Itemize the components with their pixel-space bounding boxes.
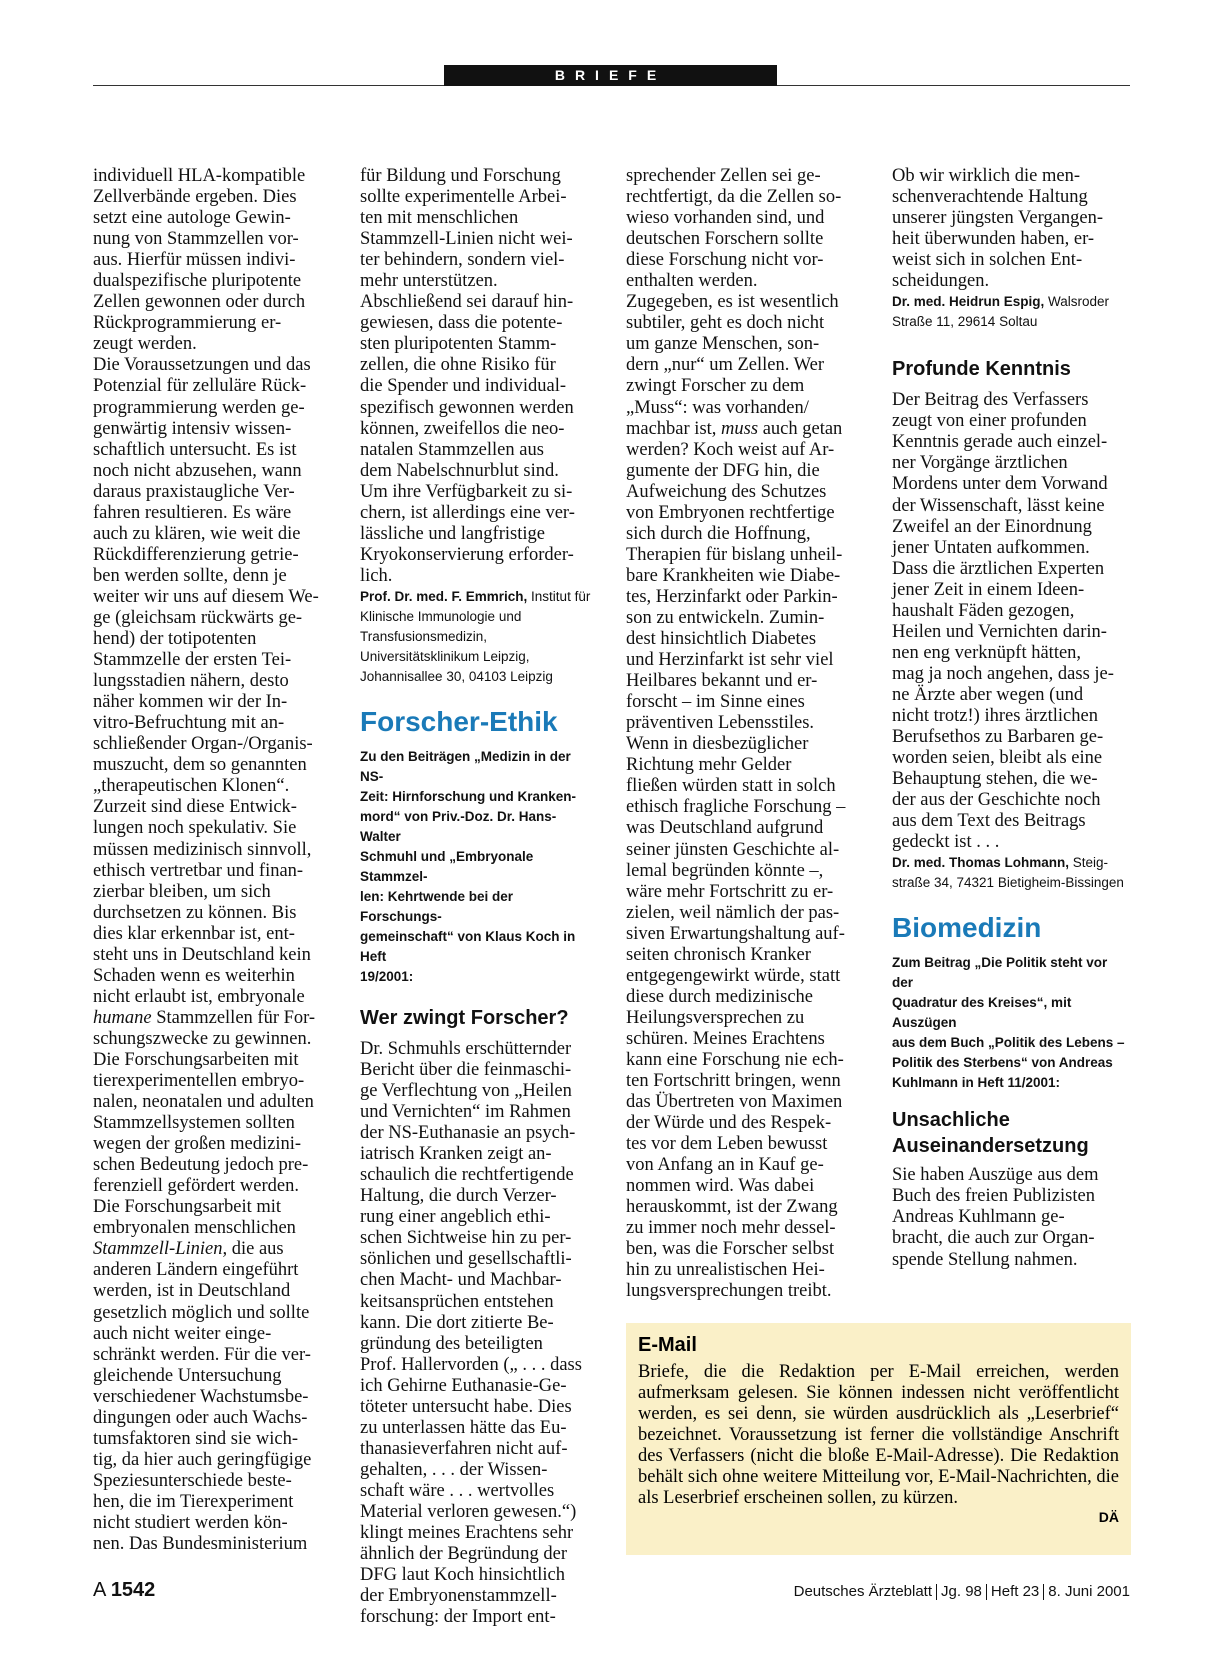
- text-line: wegen der großen medizini-: [93, 1134, 302, 1155]
- text-line: spezifisch gewonnen werden: [360, 397, 574, 418]
- text-line: diese durch medizinische: [626, 986, 813, 1007]
- text-line: Rückprogrammierung er-: [93, 313, 282, 334]
- text-line: jener Untaten aufkommen.: [892, 537, 1090, 558]
- text-line: Heilungsversprechen zu: [626, 1007, 805, 1028]
- text-line: nicht studiert werden kön-: [93, 1513, 288, 1533]
- text-line: diese Forschung nicht vor-: [626, 250, 824, 271]
- text-line: weist sich in solchen Ent-: [892, 250, 1083, 271]
- text-line: dem Nabelschnurblut sind.: [360, 460, 559, 481]
- signature-emmrich: [360, 587, 596, 687]
- signature-name: Dr. med. Heidrun Espig,: [892, 294, 1045, 310]
- text-line: Therapien für bislang unheil-: [626, 544, 843, 565]
- text-line: lungsversprechungen treibt.: [626, 1281, 832, 1302]
- text-line: gewiesen, dass die potente-: [360, 313, 563, 334]
- text-line: ben werden sollte, denn je: [93, 565, 287, 586]
- text-line: Politik des Sterbens“ von Andreas: [892, 1055, 1113, 1071]
- text-line: rechtfertigt, da die Zellen so-: [626, 187, 842, 208]
- text-line: Zugegeben, es ist wesentlich: [626, 292, 839, 313]
- text-line: Unsachliche: [892, 1109, 1010, 1132]
- text-line: seiten chronisch Kranker: [626, 944, 811, 965]
- text-line: der Wissenschaft, lässt keine: [892, 495, 1105, 516]
- text-line: der NS-Euthanasie an psych-: [360, 1123, 576, 1144]
- text-line: Stammzell-Linien nicht wei-: [360, 229, 573, 250]
- text-line: Abschließend sei darauf hin-: [360, 292, 574, 313]
- text-line: embryonalen menschlichen: [93, 1218, 296, 1239]
- text-line: schüren. Meines Erachtens: [626, 1028, 825, 1049]
- letter-profunde-kenntnis-text: [892, 390, 1128, 853]
- text-line: Andreas Kuhlmann ge-: [892, 1207, 1065, 1228]
- text-line: iatrisch Kranken zeigt an-: [360, 1144, 552, 1165]
- text-line: Der Beitrag des Verfassers: [892, 390, 1089, 411]
- text-line: zwingt Forscher zu dem: [626, 376, 805, 397]
- text-line: verschiedener Wachstumsbe-: [93, 1386, 309, 1407]
- text-line: fahren resultieren. Es wäre: [93, 502, 292, 523]
- text-line: noch nicht abzusehen, wann: [93, 460, 302, 481]
- text-line: töteter untersucht habe. Dies: [360, 1396, 572, 1417]
- signature-address-line: Straße 11, 29614 Soltau: [892, 314, 1038, 330]
- text-line: Dr. Schmuhls erschütternder: [360, 1038, 572, 1059]
- page-number-value: 1542: [110, 1579, 156, 1601]
- text-line: tes vor dem Leben bewusst: [626, 1134, 828, 1155]
- text-line: Haltung, die durch Verzer-: [360, 1186, 557, 1207]
- text-line: ge Verflechtung von „Heilen: [360, 1081, 572, 1102]
- text-line: sprechender Zellen sei ge-: [626, 166, 821, 186]
- text-line: Zum Beitrag „Die Politik steht vor der: [892, 955, 1108, 991]
- text-line: nung von Stammzellen vor-: [93, 229, 299, 250]
- text-line: daraus praxistaugliche Ver-: [93, 481, 295, 502]
- signature-espig: [892, 292, 1128, 332]
- divider: [1043, 1584, 1044, 1600]
- text-line: bracht, die auch zur Organ-: [892, 1228, 1095, 1249]
- email-notice-title: E-Mail: [638, 1334, 697, 1356]
- email-notice-sign: DÄ: [1098, 1509, 1119, 1526]
- text-line: Auseinandersetzung: [892, 1135, 1089, 1158]
- signature-address-line: Steig-: [1069, 855, 1109, 871]
- text-line: Zellen gewonnen oder durch: [93, 292, 306, 313]
- text-line: Heilen und Vernichten darin-: [892, 621, 1107, 642]
- text-line: präventiven Lebensstiles.: [626, 713, 815, 734]
- article-reference: [360, 747, 596, 987]
- text-line: steht uns in Deutschland kein: [93, 944, 311, 965]
- letter-heading-wer-zwingt: Wer zwingt Forscher?: [360, 1006, 569, 1029]
- text-line: sönlichen und gesellschaftli-: [360, 1249, 572, 1270]
- text-line: gesetzlich möglich und sollte: [93, 1302, 310, 1323]
- text-line: der Würde und des Respek-: [626, 1113, 832, 1134]
- text-line: auch nicht weiter einge-: [93, 1323, 272, 1344]
- text-line: hen, die im Tierexperiment: [93, 1491, 294, 1512]
- text-line: Behauptung stehen, die we-: [892, 769, 1098, 790]
- text-line: Zu den Beiträgen „Medizin in der NS-: [360, 748, 571, 784]
- text-line: fließen würden statt in solch: [626, 776, 836, 797]
- text-line: chen Macht- und Machbar-: [360, 1270, 562, 1291]
- text-line: ähnlich der Begründung der: [360, 1544, 568, 1565]
- text-line: gehalten, . . . der Wissen-: [360, 1459, 548, 1480]
- text-line: Die Forschungsarbeit mit: [93, 1197, 282, 1218]
- column-1-text: [93, 166, 329, 1555]
- text-line: Material verloren gewesen.“): [360, 1501, 577, 1522]
- text-line: Mordens unter dem Vorwand: [892, 474, 1108, 495]
- text-line: rung einer angeblich ethi-: [360, 1207, 551, 1228]
- email-notice-text: Briefe, die die Redaktion per E-Mail erreichen, werden aufmerksam gelesen. Sie können indessen nicht veröffentlicht werden, es sei denn, sie würden ausdrücklich als „Leserbrief“ bezeichnet. Voraussetzung ist ferner die vollständige Anschrift des Verfassers (nicht die bloße E-Mail-Adresse). Die Redaktion behält sich ohne weitere Mitteilung vor, E-Mail-Nachrichten, die als Leserbrief erscheinen sollen, zu kürzen.: [638, 1362, 1119, 1509]
- text-line: Sie haben Auszüge aus dem: [892, 1165, 1099, 1186]
- text-line: dest hinsichtlich Diabetes: [626, 629, 817, 650]
- signature-address-line: Walsroder: [1044, 294, 1110, 310]
- text-line: programmierung werden ge-: [93, 397, 305, 418]
- divider: [936, 1584, 937, 1600]
- text-line: Richtung mehr Gelder: [626, 755, 792, 776]
- text-line: Zeit: Hirnforschung und Kranken-: [360, 788, 576, 804]
- text-line: zu unterlassen hätte das Eu-: [360, 1417, 567, 1438]
- text-line: son zu entwickeln. Zumin-: [626, 607, 825, 628]
- text-line: sich durch die Hoffnung,: [626, 523, 811, 544]
- text-line: Potenzial für zelluläre Rück-: [93, 376, 307, 397]
- text-line: Schaden wenn es weiterhin: [93, 965, 295, 986]
- text-line: von Anfang an in Kauf ge-: [626, 1155, 824, 1176]
- text-line: ne Ärzte aber wegen (und: [892, 684, 1084, 705]
- text-line: ethisch fragliche Forschung –: [626, 797, 846, 818]
- signature-address-line: Institut für: [527, 588, 591, 604]
- text-line: werden, ist in Deutschland: [93, 1281, 291, 1302]
- text-line: Aufweichung des Schutzes: [626, 481, 827, 502]
- text-line: von Embryonen rechtfertige: [626, 502, 835, 523]
- issue: Heft 23: [990, 1583, 1040, 1600]
- text-line: tig, da hier auch geringfügige: [93, 1449, 312, 1470]
- text-line: mag ja noch angehen, dass je-: [892, 663, 1114, 684]
- text-line: ten mit menschlichen: [360, 208, 519, 229]
- text-line: können, zweifellos die neo-: [360, 418, 565, 439]
- publication-info: [794, 1583, 1130, 1600]
- text-line: durchsetzen zu können. Bis: [93, 902, 297, 923]
- text-line: Heilbares bekannt und er-: [626, 671, 818, 692]
- text-line: keitsansprüchen entstehen: [360, 1291, 554, 1312]
- text-line: dies klar erkennbar ist, ent-: [93, 923, 295, 944]
- text-line: sten pluripotenten Stamm-: [360, 334, 557, 355]
- text-line: müssen medizinisch sinnvoll,: [93, 839, 312, 860]
- signature-address-line: Transfusionsmedizin,: [360, 628, 488, 644]
- text-line: gründung des beteiligten: [360, 1333, 543, 1354]
- signature-name: Prof. Dr. med. F. Emmrich,: [360, 588, 528, 604]
- text-line: Schmuhl und „Embryonale Stammzel-: [360, 848, 534, 884]
- text-line: tes, Herzinfarkt oder Parkin-: [626, 586, 838, 607]
- text-line: ich Gehirne Euthanasie-Ge-: [360, 1375, 567, 1396]
- text-line: zierbar bleiben, um sich: [93, 881, 271, 902]
- text-line: Die Forschungsarbeiten mit: [93, 1049, 299, 1070]
- text-line: Stammzellsystemen sollten: [93, 1113, 295, 1134]
- column-3: [626, 166, 862, 1303]
- text-line: Stammzell-Linien, die aus: [93, 1239, 284, 1260]
- category-heading-forscher-ethik: Forscher-Ethik: [360, 705, 558, 737]
- text-line: haushalt Fäden gezogen,: [892, 600, 1075, 621]
- page-prefix: A: [93, 1579, 106, 1601]
- text-line: Kryokonservierung erforder-: [360, 544, 574, 565]
- text-line: forschung: der Import ent-: [360, 1607, 556, 1628]
- text-line: dern „nur“ um Zellen. Wer: [626, 355, 824, 376]
- letter-heading-unsachliche: [892, 1107, 1128, 1159]
- text-line: Prof. Hallervorden („ . . . dass: [360, 1354, 582, 1375]
- publication-name: Deutsches Ärzteblatt: [793, 1583, 933, 1600]
- signature-lohmann: [892, 853, 1128, 893]
- text-line: nicht erlaubt ist, embryonale: [93, 986, 305, 1007]
- text-line: bare Krankheiten wie Diabe-: [626, 565, 841, 586]
- text-line: humane Stammzellen für For-: [93, 1007, 316, 1028]
- text-line: nommen wird. Was dabei: [626, 1176, 815, 1197]
- text-line: vitro-Befruchtung mit an-: [93, 713, 285, 734]
- text-line: Berufsethos zu Barbaren ge-: [892, 727, 1104, 748]
- text-line: „therapeutischen Klonen“.: [93, 776, 290, 797]
- text-line: entgegengewirkt würde, statt: [626, 965, 841, 986]
- text-line: nicht trotz!) ihres ärztlichen: [892, 705, 1098, 726]
- text-line: der Embryonenstammzell-: [360, 1586, 557, 1607]
- text-line: auch zu klären, wie weit die: [93, 523, 301, 544]
- letter-emmrich-text: [360, 166, 596, 587]
- text-line: herauskommt, ist der Zwang: [626, 1197, 838, 1218]
- text-line: ter behindern, sondern viel-: [360, 250, 565, 271]
- text-line: schen Bedeutung jedoch pre-: [93, 1155, 309, 1176]
- text-line: setzt eine autologe Gewin-: [93, 208, 291, 229]
- text-line: forscht – im Sinne eines: [626, 692, 805, 713]
- text-line: schungszwecke zu gewinnen.: [93, 1028, 312, 1049]
- text-line: klingt meines Erachtens sehr: [360, 1523, 574, 1544]
- text-line: anderen Ländern eingeführt: [93, 1260, 299, 1281]
- text-line: lungen noch spekulativ. Sie: [93, 818, 297, 839]
- section-label: BRIEFE: [444, 65, 777, 86]
- text-line: Buch des freien Publizisten: [892, 1186, 1095, 1207]
- text-line: Zellverbände ergeben. Dies: [93, 187, 297, 208]
- text-line: Ob wir wirklich die men-: [892, 166, 1081, 186]
- text-line: ben, was die Forscher selbst: [626, 1239, 835, 1260]
- text-line: ten Fortschritt bringen, wenn: [626, 1071, 841, 1092]
- column-1: [93, 166, 329, 1555]
- text-line: Rückdifferenzierung getrie-: [93, 544, 299, 565]
- column-2: [360, 166, 596, 1628]
- letter-wer-zwingt-text: [360, 1039, 596, 1628]
- text-line: lich.: [360, 565, 393, 586]
- text-line: hin zu unrealistischen Hei-: [626, 1260, 825, 1281]
- text-line: weiter wir uns auf diesem We-: [93, 586, 319, 607]
- text-line: subtiler, geht es doch nicht: [626, 313, 825, 334]
- text-line: nen eng verknüpft hätten,: [892, 642, 1082, 663]
- text-line: die Spender und individual-: [360, 376, 567, 397]
- text-line: schaulich die rechtfertigende: [360, 1165, 574, 1186]
- text-line: wieso vorhanden sind, und: [626, 208, 825, 229]
- text-line: Stammzelle der ersten Tei-: [93, 650, 292, 671]
- page-number: [93, 1579, 155, 1602]
- text-line: ferenziell gefördert werden.: [93, 1176, 299, 1197]
- text-line: schränkt werden. Für die ver-: [93, 1344, 311, 1365]
- text-line: zu immer noch mehr dessel-: [626, 1218, 836, 1239]
- text-line: dingungen oder auch Wachs-: [93, 1407, 308, 1428]
- text-line: hend) der totipotenten: [93, 629, 257, 650]
- text-line: siven Erwartungshaltung auf-: [626, 923, 845, 944]
- article-reference: [892, 953, 1128, 1093]
- text-line: aus. Hierfür müssen indivi-: [93, 250, 296, 271]
- text-line: und Herzinfarkt ist sehr viel: [626, 650, 834, 671]
- text-line: mehr unterstützen.: [360, 271, 498, 292]
- text-line: ethisch vertretbar und finan-: [93, 860, 304, 881]
- text-line: schenverachtende Haltung: [892, 187, 1088, 208]
- text-line: natalen Stammzellen aus: [360, 439, 544, 460]
- text-line: DFG laut Koch hinsichtlich: [360, 1565, 566, 1586]
- letter-continuation-text: [892, 166, 1128, 292]
- text-line: len: Kehrtwende bei der Forschungs-: [360, 888, 514, 924]
- text-line: heit überwunden haben, er-: [892, 229, 1095, 250]
- text-line: muszucht, dem so genannten: [93, 755, 307, 776]
- text-line: schen Sichtweise hin zu per-: [360, 1228, 572, 1249]
- column-3-text: [626, 166, 862, 1303]
- text-line: Wenn in diesbezüglicher: [626, 734, 809, 755]
- text-line: zeugt werden.: [93, 334, 197, 355]
- text-line: worden seien, bleibt als eine: [892, 748, 1103, 769]
- text-line: nalen, neonatalen und adulten: [93, 1092, 314, 1113]
- text-line: werden? Koch weist auf Ar-: [626, 439, 835, 460]
- category-heading-biomedizin: Biomedizin: [892, 912, 1042, 944]
- text-line: thanasieverfahren nicht auf-: [360, 1438, 568, 1459]
- text-line: der aus der Geschichte noch: [892, 790, 1101, 811]
- text-line: scheidungen.: [892, 271, 990, 292]
- text-line: Bericht über die feinmaschi-: [360, 1059, 572, 1080]
- text-line: dualspezifische pluripotente: [93, 271, 302, 292]
- text-line: lungsstadien nähern, desto: [93, 671, 289, 692]
- text-line: gumente der DFG hin, die: [626, 460, 820, 481]
- signature-address-line: straße 34, 74321 Bietigheim-Bissingen: [892, 875, 1124, 891]
- text-line: nen. Das Bundesministerium: [93, 1534, 308, 1555]
- text-line: Kenntnis gerade auch einzel-: [892, 432, 1108, 453]
- text-line: individuell HLA-kompatible: [93, 166, 306, 186]
- text-line: tierexperimentellen embryo-: [93, 1071, 305, 1092]
- publication-date: 8. Juni 2001: [1048, 1583, 1130, 1600]
- text-line: Quadratur des Kreises“, mit Auszügen: [892, 995, 1072, 1031]
- column-4: [892, 166, 1128, 1271]
- text-line: spende Stellung nahmen.: [892, 1249, 1078, 1270]
- text-line: deutschen Forschern sollte: [626, 229, 824, 250]
- text-line: für Bildung und Forschung: [360, 166, 561, 186]
- text-line: Dass die ärztlichen Experten: [892, 558, 1105, 579]
- text-line: näher kommen wir der In-: [93, 692, 288, 713]
- text-line: schließender Organ-/Organis-: [93, 734, 313, 755]
- text-line: schaftlich untersucht. Es ist: [93, 439, 297, 460]
- signature-name: Dr. med. Thomas Lohmann,: [892, 855, 1070, 871]
- text-line: und Vernichten“ im Rahmen: [360, 1102, 571, 1123]
- text-line: Zurzeit sind diese Entwick-: [93, 797, 297, 818]
- text-line: schaft wäre . . . wertvolles: [360, 1480, 555, 1501]
- text-line: unserer jüngsten Vergangen-: [892, 208, 1103, 229]
- text-line: chern, ist allerdings eine ver-: [360, 502, 575, 523]
- text-line: kann eine Forschung nie ech-: [626, 1049, 844, 1070]
- text-line: gleichende Untersuchung: [93, 1365, 282, 1386]
- signature-address-line: Johannisallee 30, 04103 Leipzig: [360, 668, 553, 684]
- text-line: jener Zeit in einem Ideen-: [892, 579, 1085, 600]
- signature-address-line: Universitätsklinikum Leipzig,: [360, 648, 530, 664]
- text-line: Kuhlmann in Heft 11/2001:: [892, 1075, 1061, 1091]
- text-line: lässliche und langfristige: [360, 523, 545, 544]
- text-line: Die Voraussetzungen und das: [93, 355, 311, 376]
- email-notice-box: [626, 1323, 1131, 1555]
- text-line: zielen, weil nämlich der pas-: [626, 902, 840, 923]
- text-line: kann. Die dort zitierte Be-: [360, 1312, 554, 1333]
- text-line: um ganze Menschen, son-: [626, 334, 820, 355]
- text-line: tumsfaktoren sind sie wich-: [93, 1428, 298, 1449]
- text-line: enthalten werden.: [626, 271, 758, 292]
- text-line: Speziesunterschiede beste-: [93, 1470, 292, 1491]
- text-line: „Muss“: was vorhanden/: [626, 397, 809, 418]
- text-line: aus dem Text des Beitrags: [892, 811, 1086, 832]
- text-line: ge (gleichsam rückwärts ge-: [93, 607, 303, 628]
- volume: Jg. 98: [941, 1583, 982, 1600]
- text-line: lemal begründen könnte –,: [626, 860, 824, 881]
- text-line: 19/2001:: [360, 968, 414, 984]
- text-line: aus dem Buch „Politik des Lebens –: [892, 1035, 1125, 1051]
- signature-address-line: Klinische Immunologie und: [360, 608, 522, 624]
- text-line: Zweifel an der Einordnung: [892, 516, 1092, 537]
- text-line: wäre mehr Fortschritt zu er-: [626, 881, 834, 902]
- text-line: seiner jünsten Geschichte al-: [626, 839, 840, 860]
- letter-unsachliche-text: [892, 1165, 1128, 1270]
- text-line: machbar ist, muss auch getan: [626, 418, 843, 439]
- text-line: sollte experimentelle Arbei-: [360, 187, 567, 208]
- text-line: zeugt von einer profunden: [892, 411, 1087, 432]
- text-line: mord“ von Priv.-Doz. Dr. Hans-Walter: [360, 808, 557, 844]
- divider: [986, 1584, 987, 1600]
- text-line: Um ihre Verfügbarkeit zu si-: [360, 481, 573, 502]
- text-line: genwärtig intensiv wissen-: [93, 418, 292, 439]
- text-line: zellen, die ohne Risiko für: [360, 355, 556, 376]
- text-line: was Deutschland aufgrund: [626, 818, 824, 839]
- text-line: ner Vorgänge ärztlichen: [892, 453, 1068, 474]
- letter-heading-profunde-kenntnis: Profunde Kenntnis: [892, 358, 1071, 381]
- text-line: das Übertreten von Maximen: [626, 1092, 843, 1113]
- text-line: gedeckt ist . . .: [892, 832, 1000, 853]
- text-line: gemeinschaft“ von Klaus Koch in Heft: [360, 928, 576, 964]
